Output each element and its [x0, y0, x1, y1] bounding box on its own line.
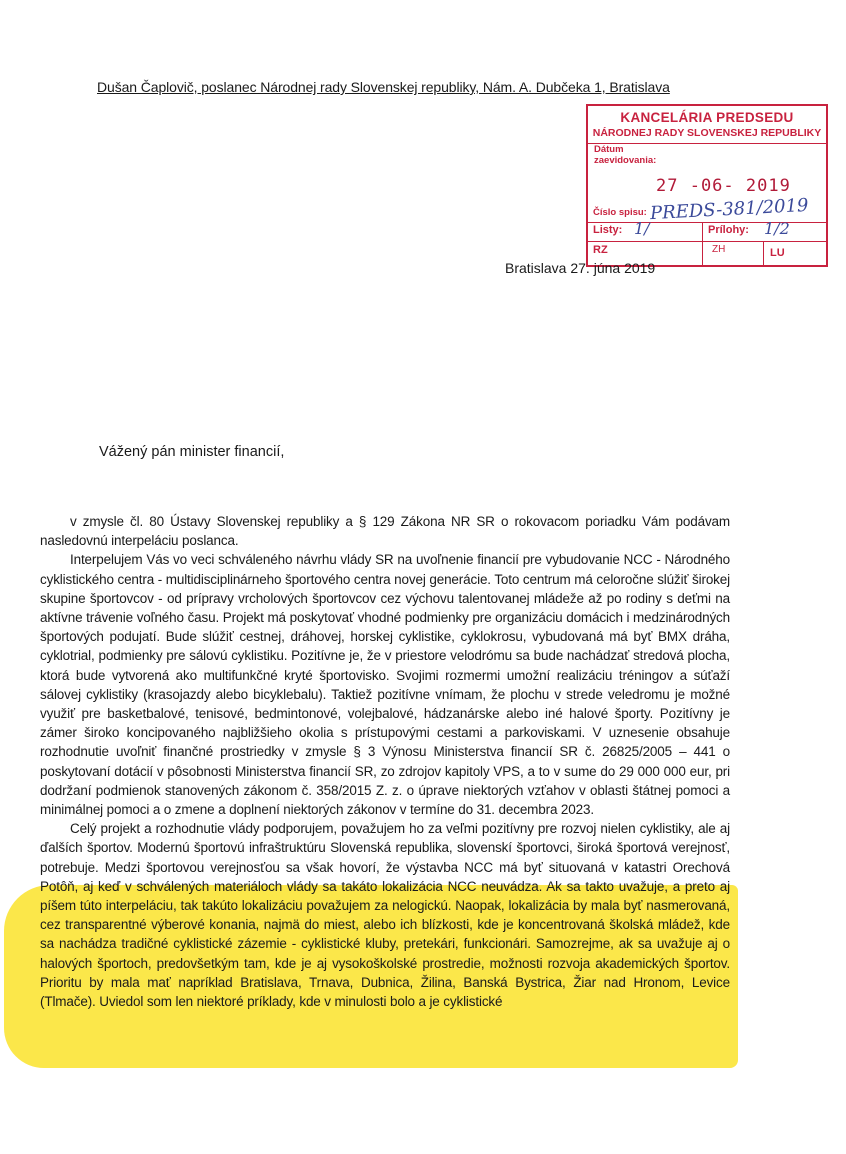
stamp-title: KANCELÁRIA PREDSEDU: [620, 110, 794, 125]
stamp-attachments-value: 1/2: [764, 219, 790, 238]
stamp-sheets-label: Listy:: [593, 224, 623, 236]
stamp-attachments-label: Prílohy:: [708, 224, 749, 236]
stamp-file-number-label: Číslo spisu:: [593, 207, 647, 218]
stamp-divider: [588, 241, 826, 242]
body-paragraph: Interpelujem Vás vo veci schváleného návrhu vlády SR na uvoľnenie financií pre vybudovanie NCC - Národného cyklistického centra - multidisciplinárneho športového centra novej generácie. Toto centrum má celoročne slúžiť širokej skupine športovcov - od prípravy vrcholových športovcov cez výchovu talentovanej mládeže až po rodiny s deťmi na aktívne trávenie voľného času. Projekt má poskytovať vhodné podmienky pre organizáciu domácich i medzinárodných športových podujatí. Bude slúžiť cestnej, dráhovej, horskej cyklistike, cyklokrosu, vybudovaná má byť BMX dráha, cyklotrial, podmienky pre sálovú cyklistiku. Pozitívne je, že v priestore velodrómu sa bude nachádzať stredová plocha, ktorá bude vytvorená ako multifunkčné kryté športovisko. Svojimi rozmermi umožní realizáciu tréningov a súťaží sálovej cyklistiky (krasojazdy alebo bicyklebalu). Taktiež pozitívne vnímam, že plochu v strede veledromu je možné využiť pre basketbalové, tenisové, bedmintonové, volejbalové, hádzanárske alebo iné halové športy. Pozitívny je zámer široko koncipovaného najbližšieho okolia s prístupovými cestami a parkoviskami. V uznesenie obsahuje rozhodnutie uvoľniť finančné prostriedky v zmysle § 3 Výnosu Ministerstva financií SR č. 26825/2005 – 441 o poskytovaní dotácií v pôsobnosti Ministerstva financií SR, zo zdrojov kapitoly VPS, a to v sume do 29 000 000 eur, pri dodržaní podmienok stanovených zákonom č. 358/2015 Z. z. o úprave niektorých vzťahov v oblasti štátnej pomoci a minimálnej pomoci a o zmene a doplnení niektorých zákonov v termíne do 31. decembra 2023.: [40, 552, 730, 818]
sender-line: Dušan Čaplovič, poslanec Národnej rady Slovenskej republiky, Nám. A. Dubčeka 1, Bratislava: [97, 79, 670, 95]
stamp-sheets-value: 1/: [634, 219, 650, 238]
stamp-divider: [702, 222, 703, 267]
highlighted-text: Medzi športovou verejnosťou sa však hovorí, že výstavba NCC má byť situovaná v katastri Orechová Potôň, aj keď v schválených materiáloch vlády sa takáto lokalizácia NCC neuvádza. Ak sa takto uvažuje, a preto aj píšem túto interpeláciu, tak takúto lokalizáciu považujem za nelogickú. Naopak, lokalizácia by mala byť nasmerovaná, cez transparentné výberové konania, najmä do miest, alebo ich blízkosti, kde je koncentrovaná školská mládež, kde sa nachádza tradičné cyklistické zázemie - cyklistické kluby, pretekári, funkcionári. Samozrejme, ak sa uvažuje aj o halových športoch, predovšetkým tam, kde je aj vysokoškolské prostredie, možnosti rozvoja akademických športov. Prioritu by mala mať napríklad Bratislava, Trnava, Dubnica, Žilina, Banská Bystrica, Žiar nad Hronom, Levice (Tlmače). Uviedol som len niektoré príklady, kde v minulosti bolo a je cyklistické: [40, 859, 730, 1010]
letter-body: [40, 512, 730, 1011]
stamp-date-label: Dátum zaevidovania:: [594, 144, 657, 166]
stamp-rz-label: RZ: [593, 244, 608, 256]
registry-stamp: [586, 104, 828, 267]
body-paragraph: [40, 819, 730, 1011]
salutation: Vážený pán minister financií,: [99, 444, 285, 460]
body-paragraph: v zmysle čl. 80 Ústavy Slovenskej republiky a § 129 Zákona NR SR o rokovacom poriadku Vám podávam nasledovnú interpeláciu poslanca.: [40, 514, 730, 549]
stamp-lu-label: LU: [770, 247, 785, 259]
stamp-file-number-value: PREDS-381/2019: [649, 194, 809, 225]
body-text-span: Celý projekt a rozhodnutie vlády podporujem, považujem ho za veľmi pozitívny pre rozvoj nielen cyklistiky, ale aj ďalších športov. Modernú športovú infraštruktúru Slovenská republika, slovenskí športovci, široká športová verejnosť, potrebuje.: [40, 821, 730, 875]
stamp-subtitle: NÁRODNEJ RADY SLOVENSKEJ REPUBLIKY: [592, 127, 822, 139]
stamp-divider: [763, 241, 764, 267]
stamp-divider: [588, 222, 826, 223]
stamp-date-value: 27 -06- 2019: [656, 176, 791, 196]
stamp-zh-label: ZH: [712, 244, 726, 255]
date-line: Bratislava 27. júna 2019: [505, 260, 656, 276]
